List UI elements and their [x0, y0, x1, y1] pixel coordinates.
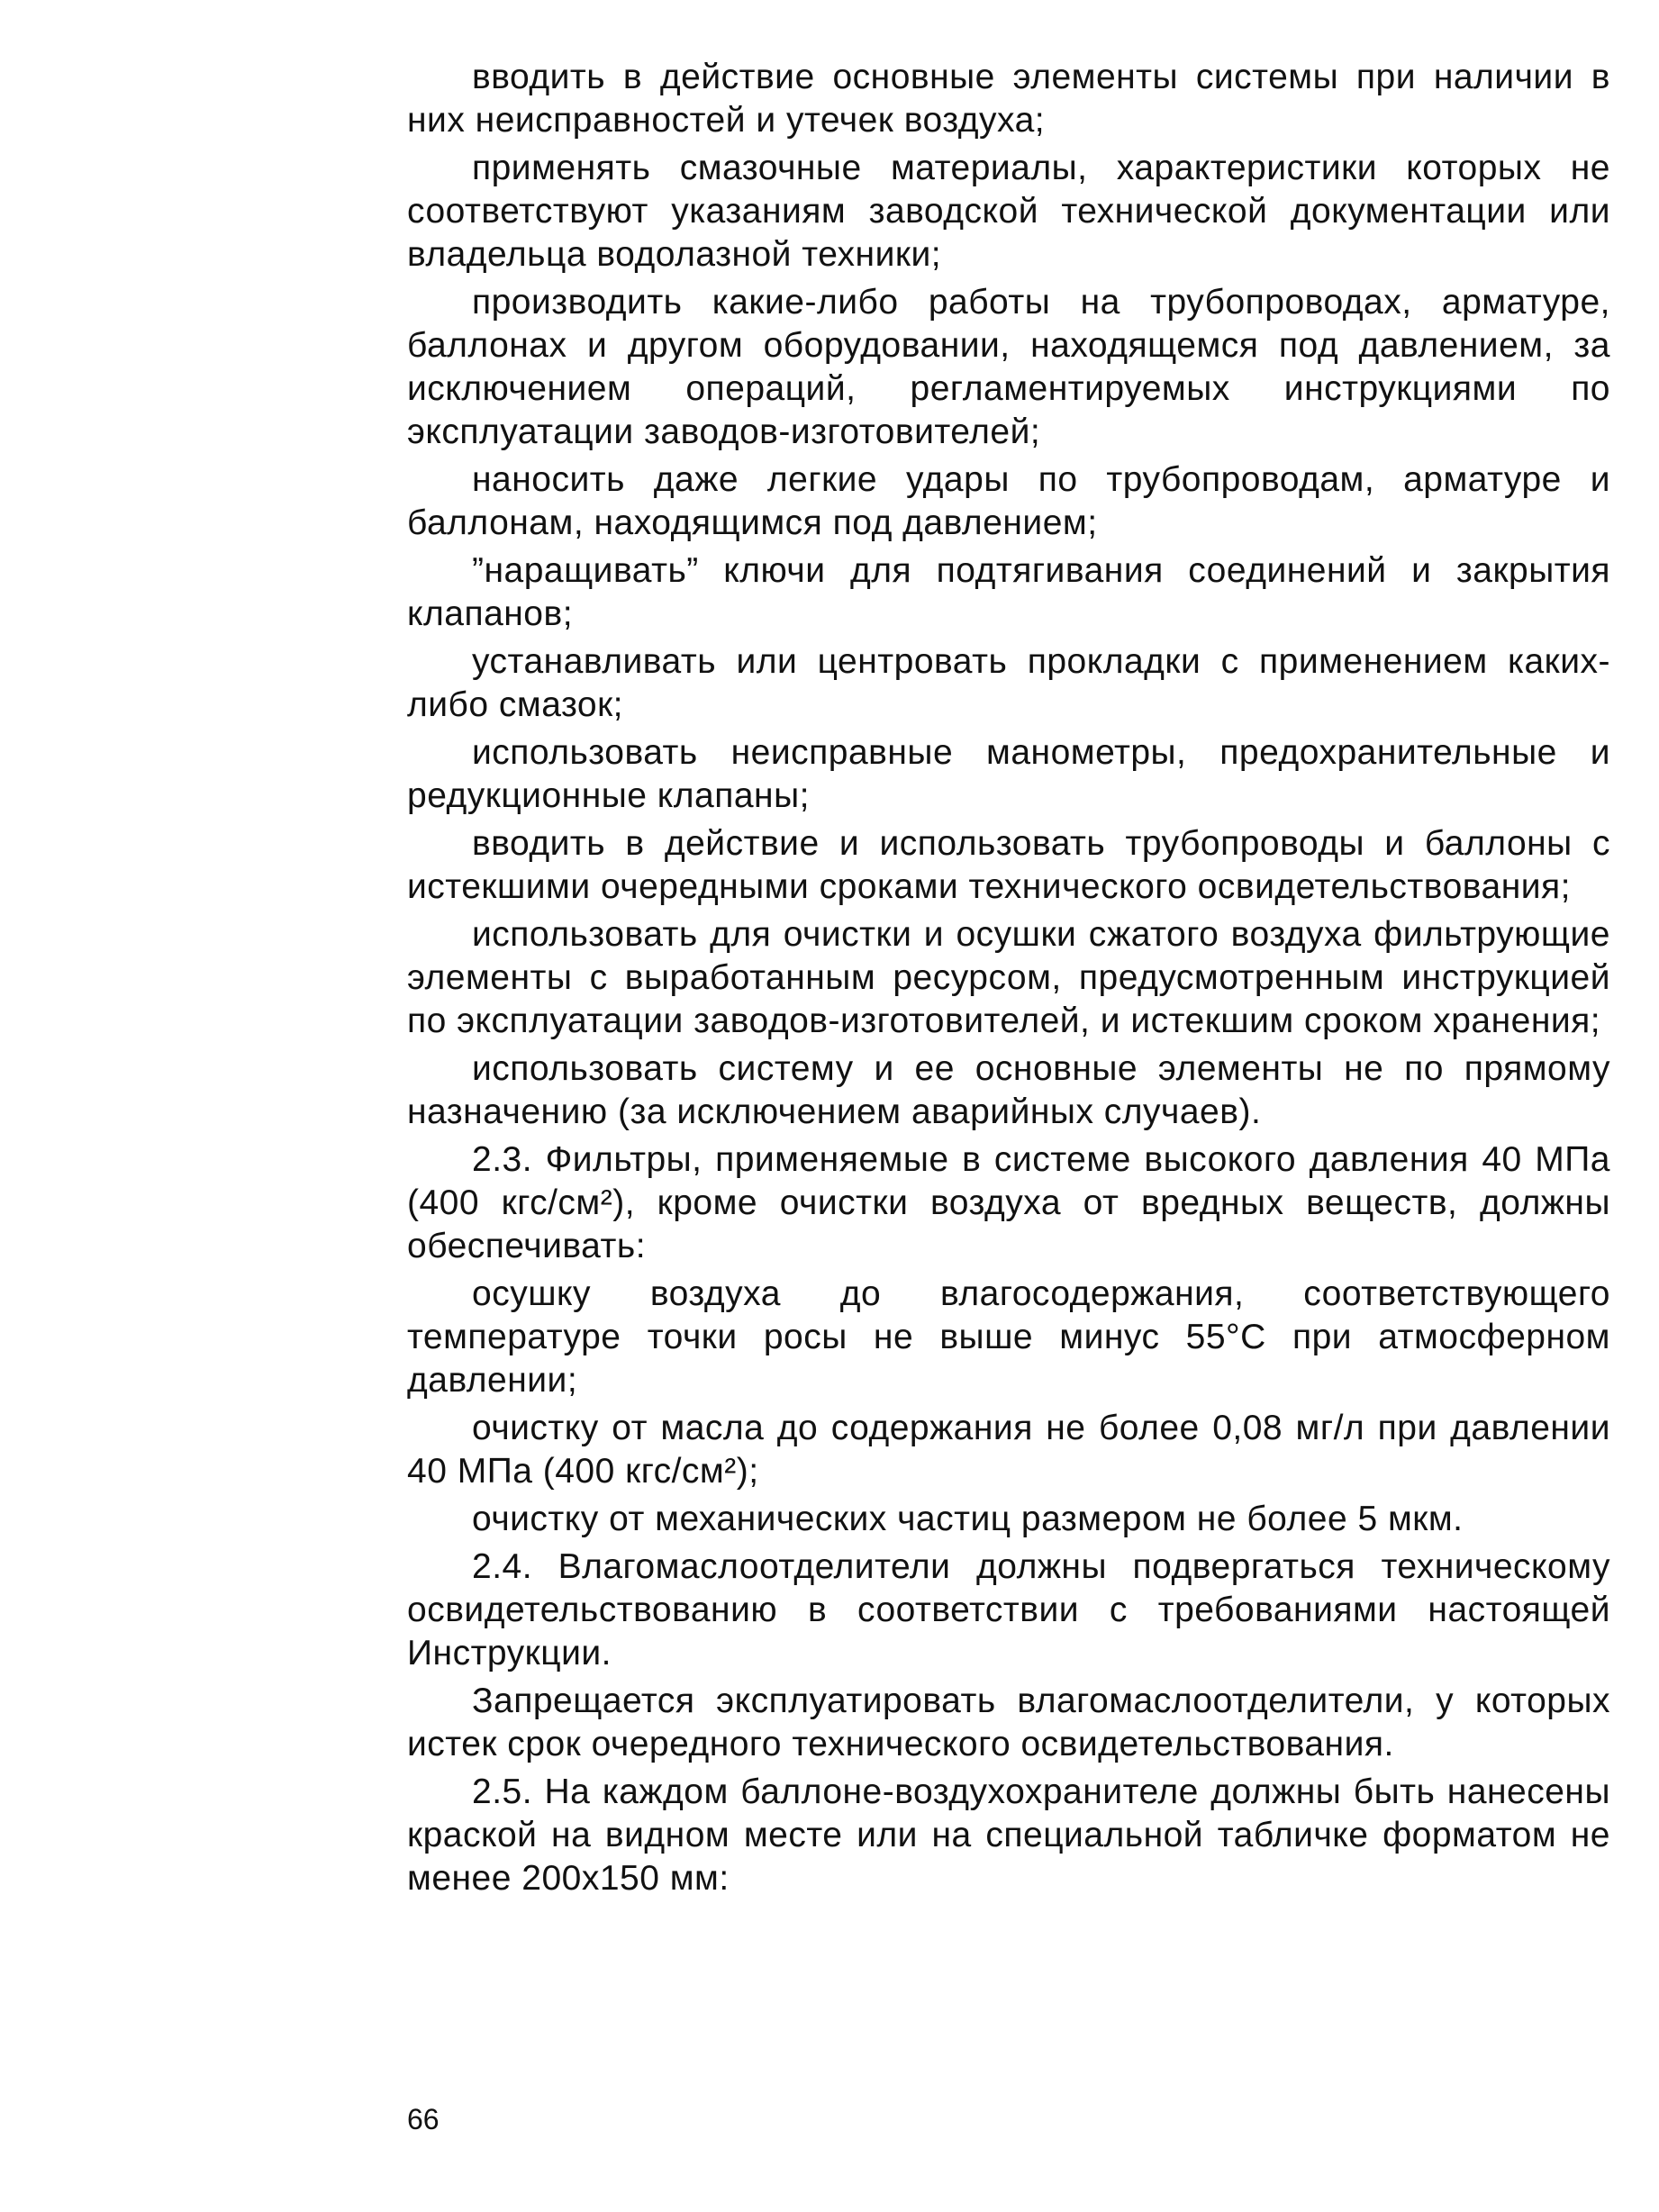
paragraph-8: вводить в действие и использовать трубопроводы и баллоны с истекшими очередными сроками технического освидетельствования; — [407, 824, 1610, 906]
paragraph-13: очистку от масла до содержания не более 0,08 мг/л при давлении 40 МПа (400 кгс/см²); — [407, 1409, 1610, 1491]
paragraph-5: ”наращивать” ключи для подтягивания соединений и закрытия клапанов; — [407, 551, 1610, 633]
paragraph-14: очистку от механических частиц размером не более 5 мкм. — [472, 1500, 1464, 1538]
paragraph-6: устанавливать или центровать прокладки с применением каких-либо смазок; — [407, 642, 1610, 724]
paragraph-9: использовать для очистки и осушки сжатого воздуха фильтрующие элементы с выработанным ресурсом, предусмотренным инструкцией по эксплуатации заводов-изготовителей, и истекшим сроком хранения; — [407, 915, 1610, 1040]
page-number: 66 — [407, 2103, 440, 2135]
paragraph-10: использовать систему и ее основные элементы не по прямому назначению (за исключением аварийных случаев). — [407, 1049, 1610, 1131]
paragraph-17: 2.5. На каждом баллоне-воздухохранителе должны быть нанесены краской на видном месте или на специальной табличке форматом не менее 200x150 мм: — [407, 1772, 1610, 1898]
paragraph-16: Запрещается эксплуатировать влагомаслоотделители, у которых истек срок очередного технического освидетельствования. — [407, 1682, 1610, 1763]
paragraph-4: наносить даже легкие удары по трубопроводам, арматуре и баллонам, находящимся под давлением; — [407, 460, 1610, 542]
paragraph-1: вводить в действие основные элементы системы при наличии в них неисправностей и утечек воздуха; — [407, 58, 1610, 140]
body-text — [407, 56, 1610, 1905]
paragraph-2: применять смазочные материалы, характеристики которых не соответствуют указаниям заводской технической документации или владельца водолазной техники; — [407, 149, 1610, 274]
paragraph-7: использовать неисправные манометры, предохранительные и редукционные клапаны; — [407, 733, 1610, 815]
paragraph-12: осушку воздуха до влагосодержания, соответствующего температуре точки росы не выше минус 55°С при атмосферном давлении; — [407, 1274, 1610, 1400]
paragraph-3: производить какие-либо работы на трубопроводах, арматуре, баллонах и другом оборудовании, находящемся под давлением, за исключением операций, регламентируемых инструкциями по эксплуатации заводов-изготовителей; — [407, 283, 1610, 451]
paragraph-11: 2.3. Фильтры, применяемые в системе высокого давления 40 МПа (400 кгс/см²), кроме очистки воздуха от вредных веществ, должны обеспечивать: — [407, 1140, 1610, 1265]
paragraph-15: 2.4. Влагомаслоотделители должны подвергаться техническому освидетельствованию в соответствии с требованиями настоящей Инструкции. — [407, 1547, 1610, 1673]
